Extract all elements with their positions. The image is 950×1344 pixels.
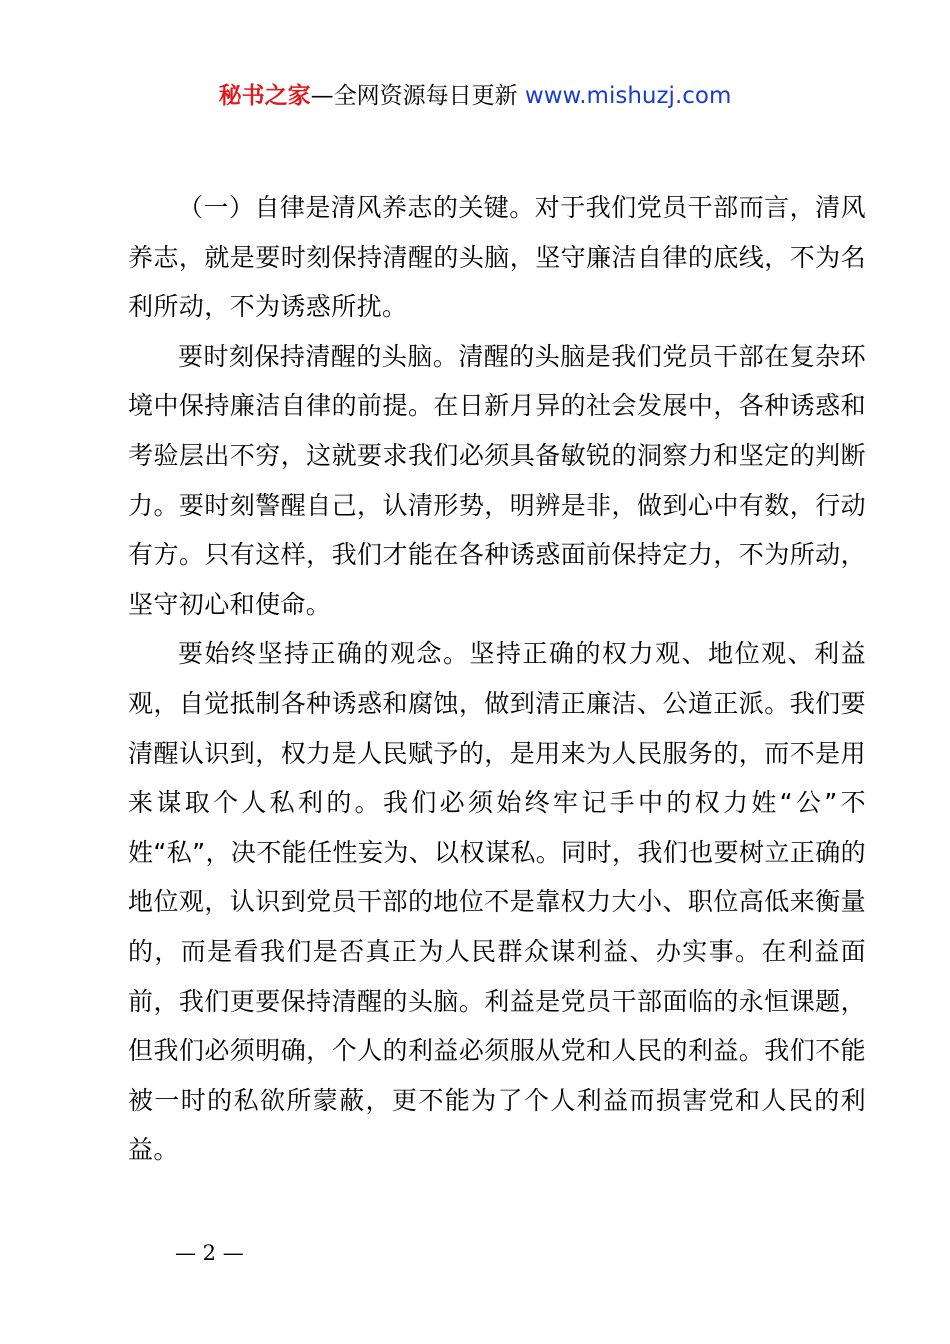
site-url-link[interactable]: www.mishuzj.com	[524, 83, 732, 109]
site-header	[0, 80, 950, 112]
page-number: — 2 —	[175, 1241, 244, 1265]
paragraph-1: （一）自律是清风养志的关键。对于我们党员干部而言，清风养志，就是要时刻保持清醒的头脑，坚守廉洁自律的底线，不为名利所动，不为诱惑所扰。	[128, 193, 866, 322]
paragraph-2: 要时刻保持清醒的头脑。清醒的头脑是我们党员干部在复杂环境中保持廉洁自律的前提。在日新月异的社会发展中，各种诱惑和考验层出不穷，这就要求我们必须具备敏锐的洞察力和坚定的判断力。要时刻警醒自己，认清形势，明辨是非，做到心中有数，行动有方。只有这样，我们才能在各种诱惑面前保持定力，不为所动，坚守初心和使命。	[128, 341, 866, 619]
header-tagline: —全网资源每日更新	[310, 83, 518, 109]
document-body	[128, 183, 866, 1175]
paragraph-3: 要始终坚持正确的观念。坚持正确的权力观、地位观、利益观，自觉抵制各种诱惑和腐蚀，做到清正廉洁、公道正派。我们要清醒认识到，权力是人民赋予的，是用来为人民服务的，而不是用来谋取个人私利的。我们必须始终牢记手中的权力姓“公”不姓“私”，决不能任性妄为、以权谋私。同时，我们也要树立正确的地位观，认识到党员干部的地位不是靠权力大小、职位高低来衡量的，而是看我们是否真正为人民群众谋利益、办实事。在利益面前，我们更要保持清醒的头脑。利益是党员干部面临的永恒课题，但我们必须明确，个人的利益必须服从党和人民的利益。我们不能被一时的私欲所蒙蔽，更不能为了个人利益而损害党和人民的利益。	[128, 639, 866, 1165]
brand-name: 秘书之家	[218, 83, 311, 109]
